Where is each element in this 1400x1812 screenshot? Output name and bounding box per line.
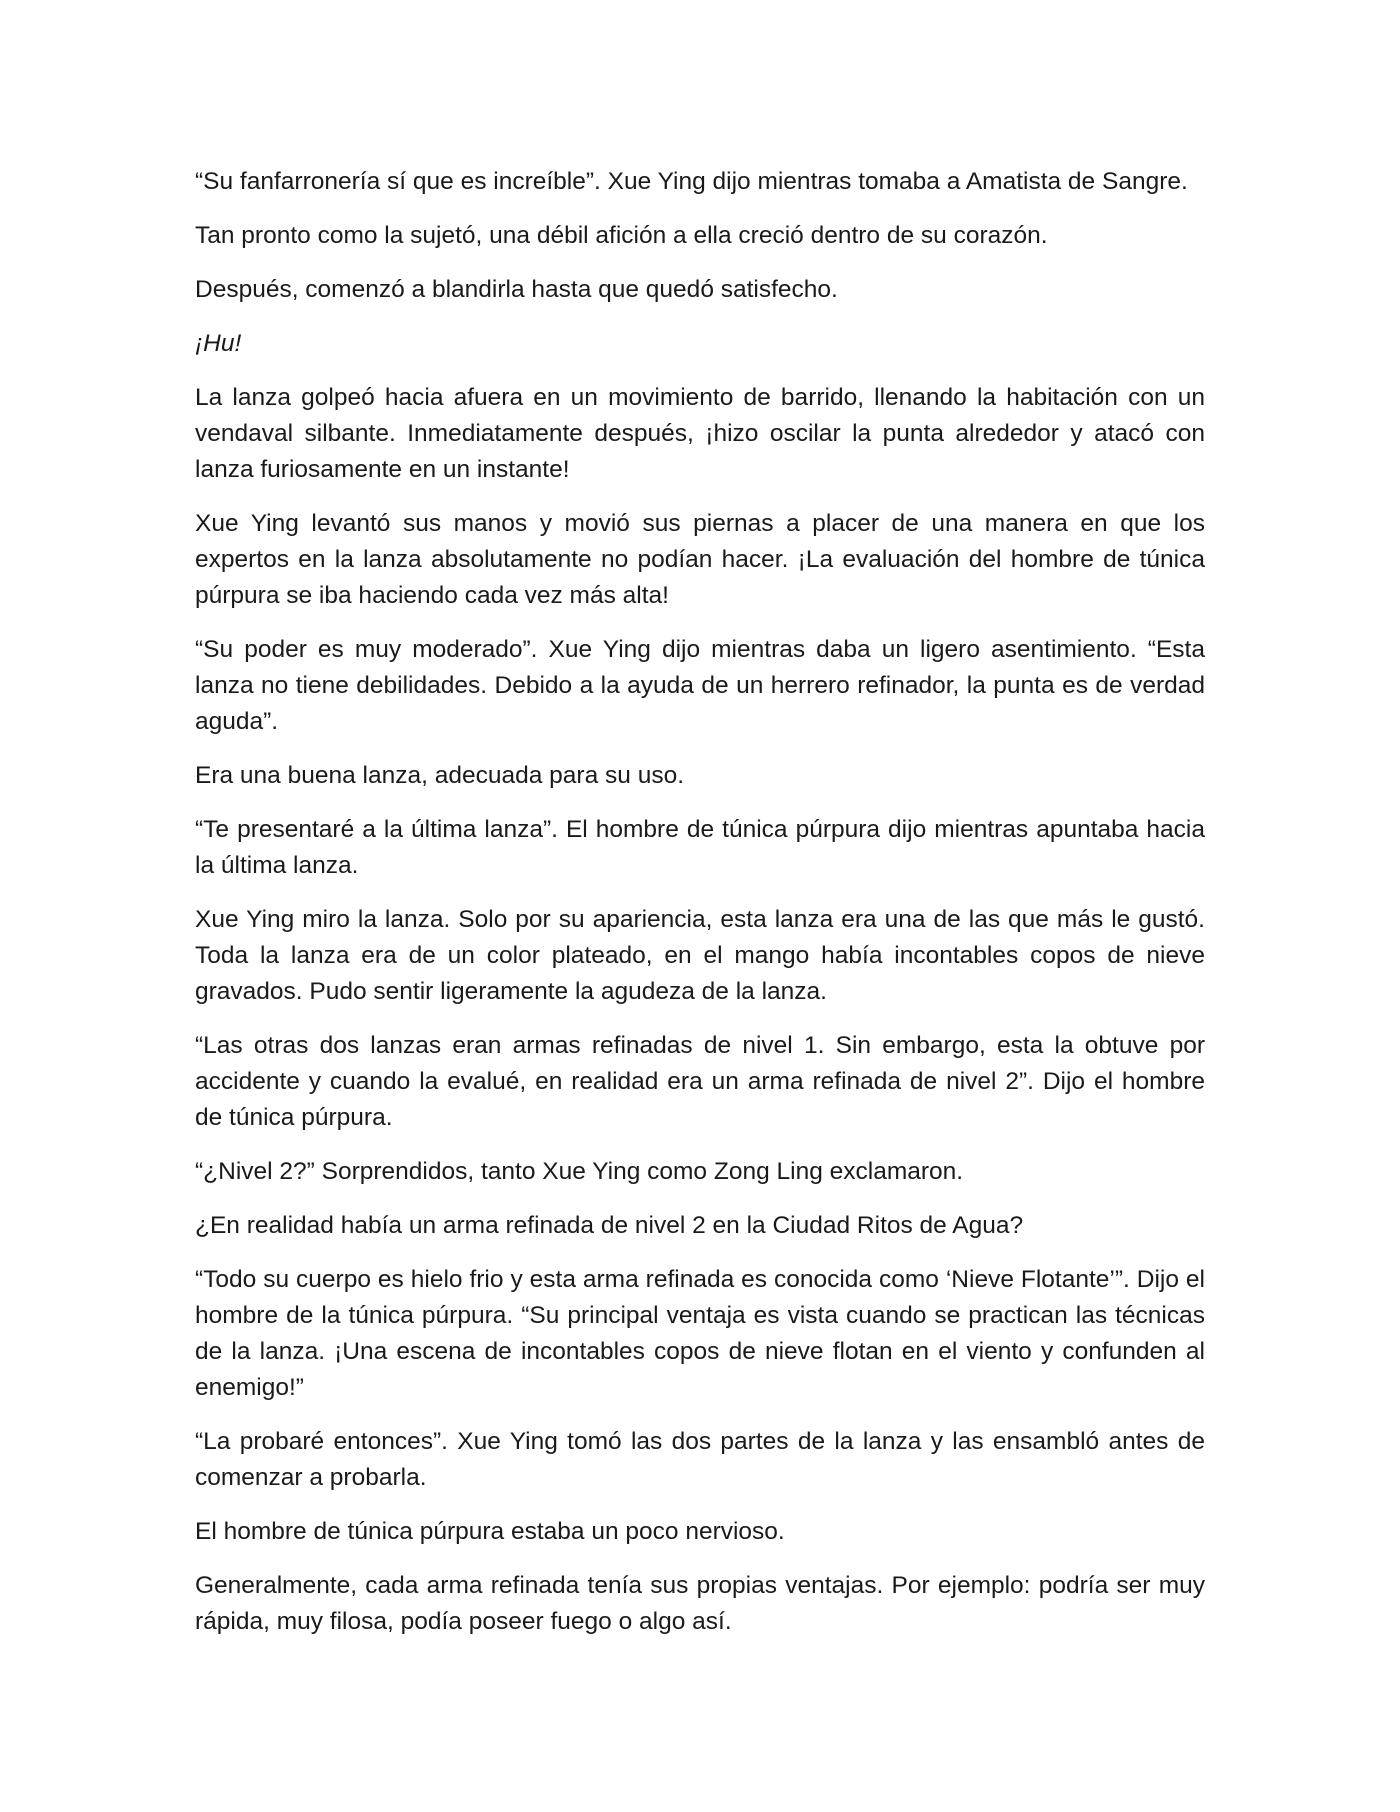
- paragraph: “Te presentaré a la última lanza”. El hombre de túnica púrpura dijo mientras apuntaba hacia la última lanza.: [195, 816, 1205, 879]
- paragraph: “Todo su cuerpo es hielo frio y esta arma refinada es conocida como ‘Nieve Flotante’”. Dijo el hombre de la túnica púrpura. “Su principal ventaja es vista cuando se practican las técnicas de la lanza. ¡Una escena de incontables copos de nieve flotan en el viento y confunden al enemigo!”: [195, 1266, 1205, 1401]
- paragraph: “¿Nivel 2?” Sorprendidos, tanto Xue Ying como Zong Ling exclamaron.: [195, 1158, 964, 1185]
- paragraph-exclamation: ¡Hu!: [195, 330, 242, 357]
- paragraph: Xue Ying miro la lanza. Solo por su apariencia, esta lanza era una de las que más le gustó. Toda la lanza era de un color plateado, en el mango había incontables copos de nieve gravados. Pudo sentir ligeramente la agudeza de la lanza.: [195, 906, 1205, 1005]
- paragraph: El hombre de túnica púrpura estaba un poco nervioso.: [195, 1518, 785, 1545]
- paragraph: La lanza golpeó hacia afuera en un movimiento de barrido, llenando la habitación con un vendaval silbante. Inmediatamente después, ¡hizo oscilar la punta alrededor y atacó con lanza furiosamente en un instante!: [195, 384, 1205, 483]
- paragraph: “La probaré entonces”. Xue Ying tomó las dos partes de la lanza y las ensambló antes de comenzar a probarla.: [195, 1428, 1205, 1491]
- paragraph: Xue Ying levantó sus manos y movió sus piernas a placer de una manera en que los expertos en la lanza absolutamente no podían hacer. ¡La evaluación del hombre de túnica púrpura se iba haciendo cada vez más alta!: [195, 510, 1205, 609]
- paragraph: “Su poder es muy moderado”. Xue Ying dijo mientras daba un ligero asentimiento. “Esta lanza no tiene debilidades. Debido a la ayuda de un herrero refinador, la punta es de verdad aguda”.: [195, 636, 1205, 735]
- paragraph: “Su fanfarronería sí que es increíble”. Xue Ying dijo mientras tomaba a Amatista de Sangre.: [195, 168, 1188, 195]
- paragraph: Generalmente, cada arma refinada tenía sus propias ventajas. Por ejemplo: podría ser muy rápida, muy filosa, podía poseer fuego o algo así.: [195, 1572, 1205, 1635]
- paragraph: Era una buena lanza, adecuada para su uso.: [195, 762, 685, 789]
- paragraph: ¿En realidad había un arma refinada de nivel 2 en la Ciudad Ritos de Agua?: [195, 1212, 1024, 1239]
- document-page: [195, 164, 1205, 1658]
- paragraph: Después, comenzó a blandirla hasta que quedó satisfecho.: [195, 276, 838, 303]
- paragraph: Tan pronto como la sujetó, una débil afición a ella creció dentro de su corazón.: [195, 222, 1048, 249]
- paragraph: “Las otras dos lanzas eran armas refinadas de nivel 1. Sin embargo, esta la obtuve por accidente y cuando la evalué, en realidad era un arma refinada de nivel 2”. Dijo el hombre de túnica púrpura.: [195, 1032, 1205, 1131]
